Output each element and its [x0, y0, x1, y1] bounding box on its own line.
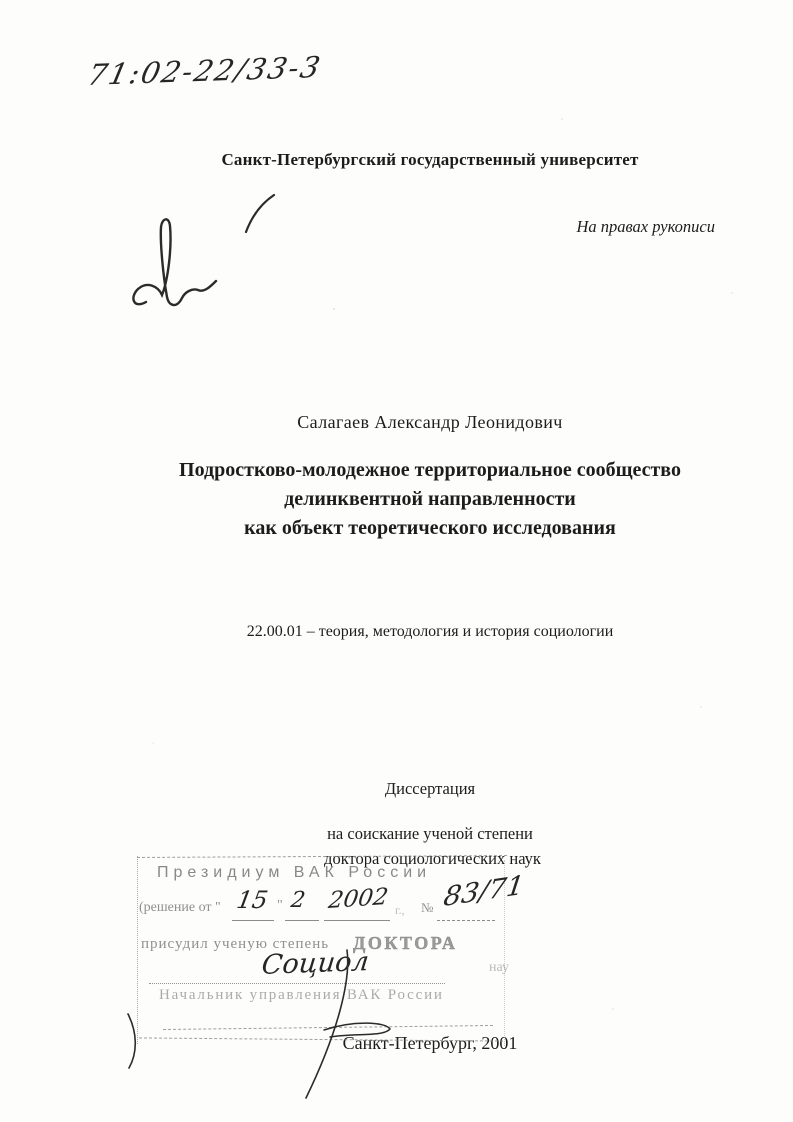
author-name: Салагаев Александр Леонидович: [297, 412, 563, 432]
author-signature-scribble: [126, 190, 280, 322]
stamp-month-underline: [285, 920, 319, 921]
stamp-award-text: присудил ученую степень: [141, 936, 330, 952]
scan-noise-specks: [0, 0, 2, 2]
university-name: Санкт-Петербургский государственный университет: [221, 150, 639, 169]
city-year-line: Санкт-Петербург, 2001: [342, 1033, 518, 1053]
pen-bracket-mark: [116, 1010, 146, 1072]
stamp-decision-prefix: (решение от ": [139, 900, 221, 915]
stamp-day-underline: [232, 920, 274, 921]
stamp-decision-month-handwritten: 2: [289, 888, 307, 913]
stamp-number-sign: №: [421, 900, 434, 915]
title-line-1: Подростково-молодежное территориальное сообщество: [179, 459, 681, 481]
stamp-quote-close: ": [277, 898, 283, 913]
specialty-code-line: 22.00.01 – теория, методология и история социологии: [246, 623, 614, 640]
degree-name-line: доктора социологических наук: [324, 849, 541, 868]
title-line-2: делинквентной направленности: [284, 488, 576, 510]
document-type: Диссертация: [384, 779, 476, 798]
stamp-official-line: Начальник управления ВАК России: [159, 987, 444, 1003]
degree-purpose-line: на соискание ученой степени: [327, 824, 533, 843]
stamp-decision-year-handwritten: 2002: [326, 883, 390, 915]
stamp-top-border: [137, 855, 507, 858]
dissertation-title: [100, 456, 760, 543]
title-line-3: как объект теоретического исследования: [244, 517, 616, 539]
stamp-degree-word: ДОКТОРА: [353, 933, 458, 953]
stamp-decision-day-handwritten: 15: [234, 886, 271, 914]
stamp-number-underline: [437, 920, 495, 921]
stamp-field-handwritten: Социол: [260, 946, 371, 981]
stamp-field-suffix: нау: [489, 960, 509, 975]
stamp-year-underline: [324, 920, 390, 921]
shelf-number-handwritten: 71:02-22/33-3: [84, 49, 326, 92]
stamp-decision-number-handwritten: 83/71: [441, 870, 527, 913]
manuscript-rights-note: На правах рукописи: [576, 217, 715, 236]
stamp-header: Президиум ВАК России: [157, 864, 432, 881]
pen-stroke-scribble: [272, 948, 402, 1100]
stamp-year-suffix: г.,: [395, 903, 405, 917]
